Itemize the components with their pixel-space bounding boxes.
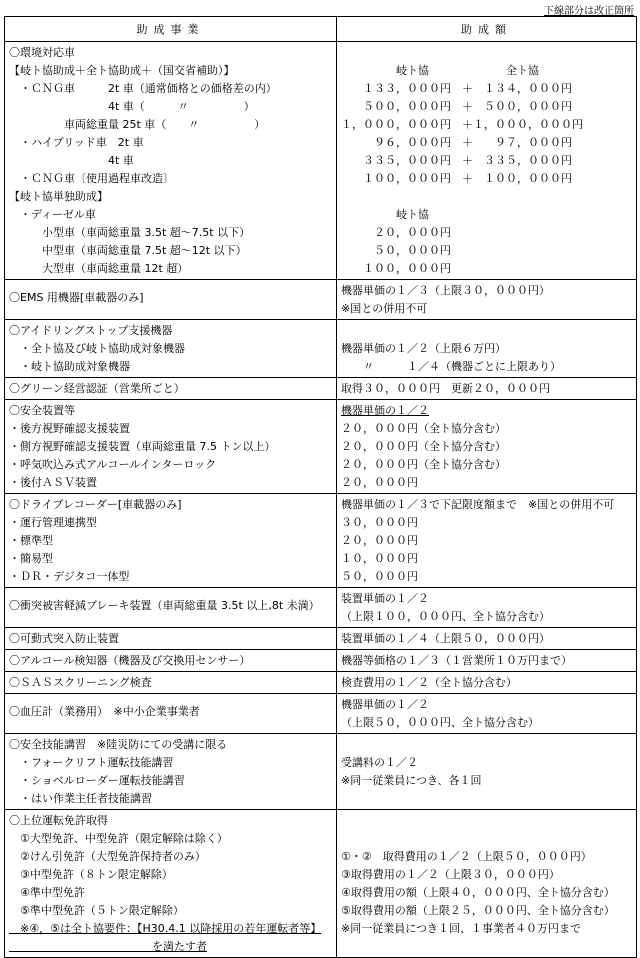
amount-cell [337, 494, 637, 588]
table-row [5, 400, 637, 494]
amount-line: １００，０００円 ＋ １００，０００円 [341, 172, 572, 185]
amount-line: ※同一従業員につき１回、１事業者４０万円まで [341, 922, 581, 935]
program-line: 中型車（車両総重量 7.5t 超〜12t 以下） [9, 244, 247, 257]
program-cell [5, 810, 337, 958]
program-cell [5, 734, 337, 810]
program-cell [5, 628, 337, 650]
amount-cell [337, 320, 637, 378]
program-cell [5, 672, 337, 694]
program-line: ・ＤＲ・デジタコ一体型 [9, 570, 130, 583]
program-line: 〇ドライブレコーダー[車載器のみ] [9, 498, 182, 511]
program-line: 〇衝突被害軽減ブレーキ装置（車両総重量 3.5t 以上,8t 未満） [9, 599, 320, 612]
program-line: ・側方視野確認支援装置（車両総重量 7.5 トン以上） [9, 440, 276, 453]
amount-line: ２０，０００円 [341, 226, 451, 239]
amount-cell [337, 400, 637, 494]
program-cell [5, 320, 337, 378]
amount-line: 機器単価の１／２（上限６万円） [341, 342, 506, 355]
amount-line: ※国との併用不可 [341, 302, 428, 315]
amount-line [341, 938, 633, 956]
program-line: 〇可動式突入防止装置 [9, 632, 119, 645]
amount-line [341, 812, 633, 830]
table-row [5, 672, 637, 694]
table-row [5, 494, 637, 588]
amount-line: ２０，０００円 [341, 476, 418, 489]
table-row [5, 588, 637, 628]
table-row [5, 280, 637, 320]
amount-cell [337, 42, 637, 280]
table-row [5, 378, 637, 400]
amount-line: 機器単価の１／２ [341, 404, 429, 417]
amount-line: 機器単価の１／３で下記限度額まで ※国との併用不可 [341, 498, 615, 511]
program-line: 〇安全装置等 [9, 404, 75, 417]
revision-note: 下線部分は改正箇所 [544, 6, 634, 17]
program-line: ⑤準中型免許（５トン限定解除） [9, 904, 184, 917]
program-line: ・ディーゼル車 [9, 208, 96, 221]
amount-line: ５００，０００円 ＋ ５００，０００円 [341, 100, 572, 113]
table-row [5, 694, 637, 734]
program-line: ・ＣＮＧ車〔使用過程車改造〕 [9, 172, 174, 185]
table-header-row [5, 17, 637, 42]
amount-line: 〃 １／４（機器ごとに上限あり） [341, 360, 561, 373]
program-cell [5, 588, 337, 628]
program-line: 【岐ト協単独助成】 [9, 190, 108, 203]
amount-cell [337, 588, 637, 628]
program-line: 【岐ト協助成＋全ト協助成＋（国交省補助）】 [9, 64, 235, 77]
amount-line: 岐ト協 [341, 208, 429, 221]
program-line: ・呼気吹込み式アルコールインターロック [9, 458, 217, 471]
table-body [5, 42, 637, 958]
amount-line [341, 322, 633, 340]
program-cell [5, 42, 337, 280]
amount-cell [337, 378, 637, 400]
program-line: 〇上位運転免許取得 [9, 814, 108, 827]
amount-line: 岐ト協 全ト協 [341, 64, 539, 77]
amount-line [341, 830, 633, 848]
program-line: 〇環境対応車 [9, 46, 75, 59]
program-line: 4t 車（ 〃 ） [9, 100, 255, 113]
amount-line: ５０，０００円 [341, 570, 418, 583]
amount-line: １０，０００円 [341, 552, 418, 565]
amount-line: ※同一従業員につき、各１回 [341, 774, 482, 787]
table-row [5, 734, 637, 810]
program-line: ④準中型免許 [9, 886, 85, 899]
program-line: 小型車（車両総重量 3.5t 超〜7.5t 以下） [9, 226, 251, 239]
table-row [5, 42, 637, 280]
program-line: ①大型免許、中型免許（限定解除は除く） [9, 832, 228, 845]
amount-line: ④取得費用の額（上限４０，０００円、全ト協分含む） [341, 886, 615, 899]
program-cell [5, 400, 337, 494]
program-line: ・標準型 [9, 534, 53, 547]
amount-line: ３０，０００円 [341, 516, 418, 529]
program-cell [5, 650, 337, 672]
header-subsidy-amount: 助成額 [337, 17, 637, 42]
amount-line: 装置単価の１／４（上限５０，０００円） [341, 632, 550, 645]
amount-line: ２０，０００円（全ト協分含む） [341, 440, 506, 453]
amount-line: １，０００，０００円 ＋１，０００，０００円 [341, 118, 583, 131]
program-line: ※④，⑤は全ト協要件：【H30.4.1 以降採用の若年運転者等】 [9, 922, 322, 935]
amount-line: ２０，０００円（全ト協分含む） [341, 422, 506, 435]
amount-line: ５０，０００円 [341, 244, 451, 257]
amount-line: 装置単価の１／２ [341, 592, 429, 605]
amount-line [341, 790, 633, 808]
table-row [5, 628, 637, 650]
program-line: 〇血圧計（業務用） ※中小企業事業者 [9, 705, 200, 718]
amount-line: 取得３０，０００円 更新２０，０００円 [341, 382, 550, 395]
amount-line: （上限５０，０００円、全ト協分含む） [341, 716, 539, 729]
amount-cell [337, 280, 637, 320]
program-line: 〇グリーン経営認証（営業所ごと） [9, 382, 185, 395]
amount-cell [337, 650, 637, 672]
header-subsidy-program: 助成事業 [5, 17, 337, 42]
amount-line: ①・② 取得費用の１／２（上限５０，０００円） [341, 850, 592, 863]
amount-line: 機器単価の１／２ [341, 698, 429, 711]
program-cell [5, 378, 337, 400]
program-line: ③中型免許（８トン限定解除） [9, 868, 173, 881]
program-line: ・ショベルローダー運転技能講習 [9, 774, 185, 787]
amount-line: 機器単価の１／３（上限３０，０００円） [341, 284, 550, 297]
program-line: ・岐ト協助成対象機器 [9, 360, 130, 373]
amount-line: 検査費用の１／２（全ト協分含む） [341, 676, 517, 689]
program-line: 〇アルコール検知器（機器及び交換用センサー） [9, 654, 251, 667]
program-cell [5, 494, 337, 588]
amount-line: ２０，０００円（全ト協分含む） [341, 458, 506, 471]
amount-cell [337, 734, 637, 810]
amount-line: ３３５，０００円 ＋ ３３５，０００円 [341, 154, 572, 167]
amount-line: 受講料の１／２ [341, 756, 418, 769]
table-row [5, 810, 637, 958]
table-row [5, 320, 637, 378]
program-line: ・全ト協及び岐ト協助成対象機器 [9, 342, 185, 355]
program-line: 車両総重量 25t 車（ 〃 ） [9, 118, 266, 131]
amount-line [341, 736, 633, 754]
program-line: ・フォークリフト運転技能講習 [9, 756, 174, 769]
program-line: を満たす者 [9, 940, 207, 953]
table-row [5, 650, 637, 672]
program-line: 大型車（車両総重量 12t 超） [9, 262, 189, 275]
program-line: 4t 車 [9, 154, 134, 167]
amount-line: １００，０００円 [341, 262, 451, 275]
program-line: ・簡易型 [9, 552, 53, 565]
amount-cell [337, 628, 637, 650]
amount-line: ⑤取得費用の額（上限２５，０００円、全ト協分含む） [341, 904, 615, 917]
program-line: ・後方視野確認支援装置 [9, 422, 130, 435]
amount-line: １３３，０００円 ＋ １３４，０００円 [341, 82, 572, 95]
amount-cell [337, 672, 637, 694]
program-line: ・はい作業主任者技能講習 [9, 792, 152, 805]
subsidy-table [4, 16, 637, 958]
program-cell [5, 694, 337, 734]
amount-line: （上限１００，０００円、全ト協分含む） [341, 610, 550, 623]
amount-line: ③取得費用の１／２（上限３０，０００円） [341, 868, 560, 881]
program-line: ・ハイブリッド車 2t 車 [9, 136, 144, 149]
amount-line [341, 188, 633, 206]
amount-cell [337, 810, 637, 958]
program-line: 〇アイドリングストップ支援機器 [9, 324, 173, 337]
program-line: ・ＣＮＧ車 2t 車（通常価格との価格差の内） [9, 82, 277, 95]
program-line: 〇EMS 用機器[車載器のみ] [9, 291, 144, 304]
program-line: 〇安全技能講習 ※陸災防にての受講に限る [9, 738, 228, 751]
program-cell [5, 280, 337, 320]
program-line: ・後付ＡＳＶ装置 [9, 476, 97, 489]
program-line: ②けん引免許（大型免許保持者のみ） [9, 850, 206, 863]
amount-line [341, 44, 633, 62]
program-line: 〇ＳＡＳスクリーニング検査 [9, 676, 152, 689]
program-line: ・運行管理連携型 [9, 516, 97, 529]
amount-line: ９６，０００円 ＋ ９７，０００円 [341, 136, 572, 149]
amount-cell [337, 694, 637, 734]
amount-line: 機器等価格の１／３（１営業所１０万円まで） [341, 654, 572, 667]
amount-line: ２０，０００円 [341, 534, 418, 547]
